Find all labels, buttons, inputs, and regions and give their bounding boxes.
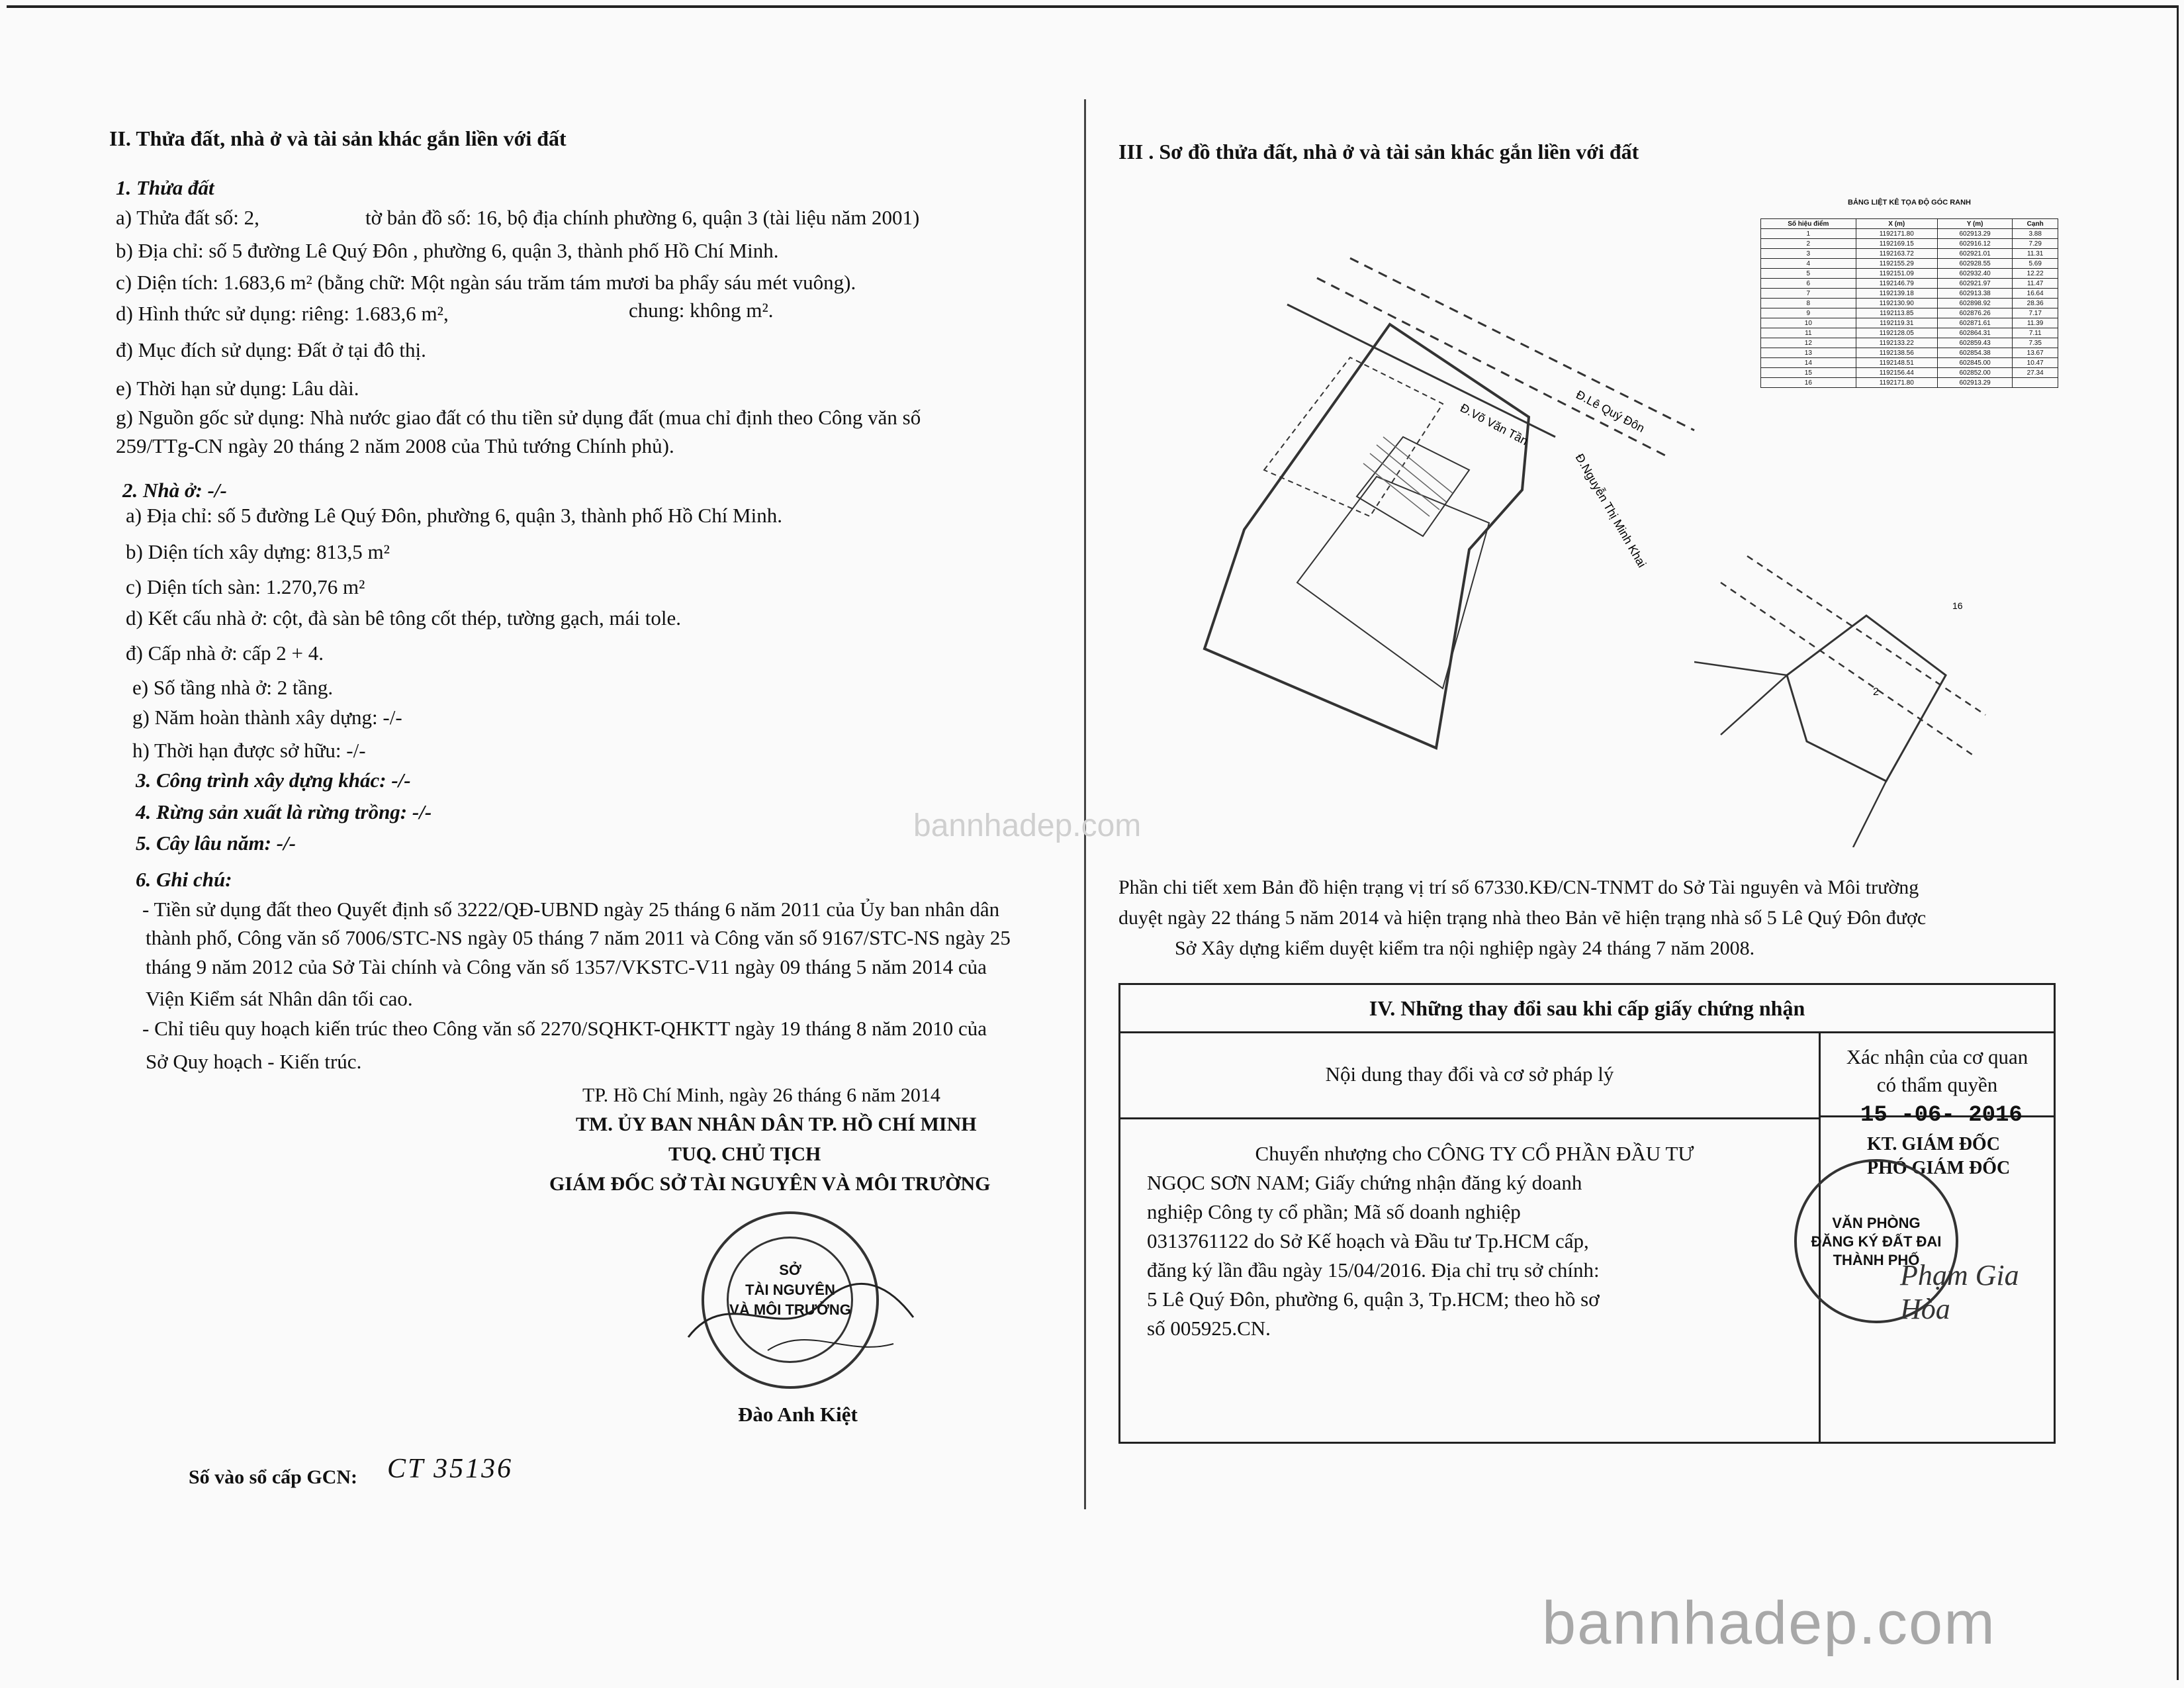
coord-point: 2 xyxy=(1761,239,1856,249)
land-origin-1: g) Nguồn gốc sử dụng: Nhà nước giao đất có thu tiền sử dụng đất (mua chỉ định theo Công văn số xyxy=(116,406,921,429)
seal-text-moi-truong: VÀ MÔI TRƯỜNG xyxy=(729,1301,851,1318)
note-line-3: tháng 9 năm 2012 của Sở Tài chính và Công văn số 1357/VKSTC-V11 ngày 09 tháng 5 năm 2014 của xyxy=(146,955,987,978)
coord-edge: 5.69 xyxy=(2013,259,2058,269)
confirm-seal-text-2: ĐĂNG KÝ ĐẤT ĐAI xyxy=(1811,1233,1942,1250)
location-inset-map xyxy=(1694,543,1999,847)
coord-point: 12 xyxy=(1761,338,1856,348)
production-forest: 4. Rừng sản xuất là rừng trồng: -/- xyxy=(136,800,432,823)
coord-edge xyxy=(2013,378,2058,388)
map-note-3: Sở Xây dựng kiểm duyệt kiểm tra nội nghiệp ngày 24 tháng 7 năm 2008. xyxy=(1175,937,1755,959)
coord-y: 602876.26 xyxy=(1937,308,2013,318)
coordinate-row xyxy=(1761,239,2058,249)
land-term: e) Thời hạn sử dụng: Lâu dài. xyxy=(116,377,359,400)
house-completion: g) Năm hoàn thành xây dựng: -/- xyxy=(132,706,402,729)
coord-y: 602913.29 xyxy=(1937,378,2013,388)
changes-confirm-cell xyxy=(1811,1103,2054,1442)
coord-point: 13 xyxy=(1761,348,1856,358)
coord-y: 602898.92 xyxy=(1937,299,2013,308)
corner-watermark: bannhadep.com xyxy=(1542,1589,1996,1657)
coord-x: 1192163.72 xyxy=(1856,249,1937,259)
coordinate-row xyxy=(1761,289,2058,299)
coord-edge: 12.22 xyxy=(2013,269,2058,279)
coordinate-row xyxy=(1761,368,2058,378)
coord-edge: 11.31 xyxy=(2013,249,2058,259)
road-label-le-quy-don: Đ.Lê Quý Đôn xyxy=(1574,387,1647,436)
coord-y: 602871.61 xyxy=(1937,318,2013,328)
coord-x: 1192146.79 xyxy=(1856,279,1937,289)
central-block xyxy=(1357,437,1469,536)
coordinate-row xyxy=(1761,259,2058,269)
coord-edge: 7.17 xyxy=(2013,308,2058,318)
map-note-2: duyệt ngày 22 tháng 5 năm 2014 và hiện trạng nhà theo Bản vẽ hiện trạng nhà số 5 Lê Quý Đôn được xyxy=(1118,907,1927,929)
coordinate-row xyxy=(1761,338,2058,348)
coord-edge: 10.47 xyxy=(2013,358,2058,368)
coord-edge: 7.35 xyxy=(2013,338,2058,348)
coord-col-x: X (m) xyxy=(1856,219,1937,229)
land-usage-private: d) Hình thức sử dụng: riêng: 1.683,6 m², xyxy=(116,302,449,325)
coord-point: 4 xyxy=(1761,259,1856,269)
inset-parcel-number: 2 xyxy=(1873,686,1879,698)
road-label-vo-van-tan: Đ.Võ Văn Tần xyxy=(1458,400,1531,448)
coord-y: 602913.38 xyxy=(1937,289,2013,299)
section-ii-title: II. Thửa đất, nhà ở và tài sản khác gắn liền với đất xyxy=(109,126,567,150)
change-line-4: 0313761122 do Sở Kế hoạch và Đầu tư Tp.HCM cấp, xyxy=(1147,1229,1589,1252)
coord-x: 1192156.44 xyxy=(1856,368,1937,378)
change-line-3: nghiệp Công ty cổ phần; Mã số doanh nghiệp xyxy=(1147,1200,1521,1223)
map-note-1: Phần chi tiết xem Bản đồ hiện trạng vị trí số 67330.KĐ/CN-TNMT do Sở Tài nguyên và Môi trường xyxy=(1118,876,1919,898)
coord-edge: 11.39 xyxy=(2013,318,2058,328)
coordinate-row xyxy=(1761,279,2058,289)
section-iii-title: III . Sơ đồ thửa đất, nhà ở và tài sản khác gắn liền với đất xyxy=(1118,140,1639,164)
coordinate-row xyxy=(1761,249,2058,259)
director-signature xyxy=(675,1244,927,1377)
coord-edge: 27.34 xyxy=(2013,368,2058,378)
coord-x: 1192138.56 xyxy=(1856,348,1937,358)
house-floor-area: c) Diện tích sàn: 1.270,76 m² xyxy=(126,575,365,598)
issue-date: TP. Hồ Chí Minh, ngày 26 tháng 6 năm 2014 xyxy=(582,1084,940,1106)
note-line-4: Viện Kiểm sát Nhân dân tối cao. xyxy=(146,987,413,1010)
coord-y: 602921.97 xyxy=(1937,279,2013,289)
coord-y: 602932.40 xyxy=(1937,269,2013,279)
coordinate-table xyxy=(1760,218,2058,388)
land-purpose: đ) Mục đích sử dụng: Đất ở tại đô thị. xyxy=(116,338,426,361)
confirm-seal-text-3: THÀNH PHỐ xyxy=(1833,1252,1920,1268)
coord-point: 1 xyxy=(1761,229,1856,239)
center-watermark: bannhadep.com xyxy=(913,808,1142,843)
house-floors: e) Số tầng nhà ở: 2 tầng. xyxy=(132,676,334,699)
coord-x: 1192148.51 xyxy=(1856,358,1937,368)
coord-x: 1192128.05 xyxy=(1856,328,1937,338)
coord-point: 15 xyxy=(1761,368,1856,378)
confirm-header-line-1: Xác nhận của cơ quan xyxy=(1846,1045,2028,1068)
changes-content xyxy=(1147,1139,1802,1343)
page-fold-line xyxy=(1084,99,1086,1509)
signing-title: GIÁM ĐỐC SỞ TÀI NGUYÊN VÀ MÔI TRƯỜNG xyxy=(549,1173,991,1195)
coord-point: 8 xyxy=(1761,299,1856,308)
house-build-area: b) Diện tích xây dựng: 813,5 m² xyxy=(126,540,390,563)
coord-point: 5 xyxy=(1761,269,1856,279)
change-line-1: Chuyển nhượng cho CÔNG TY CỔ PHẦN ĐẦU TƯ xyxy=(1255,1142,1694,1165)
coord-x: 1192171.80 xyxy=(1856,378,1937,388)
land-origin-2: 259/TTg-CN ngày 20 tháng 2 năm 2008 của Thủ tướng Chính phủ). xyxy=(116,434,674,457)
registry-label: Số vào sổ cấp GCN: xyxy=(189,1466,358,1488)
coord-y: 602921.01 xyxy=(1937,249,2013,259)
confirm-title-1: KT. GIÁM ĐỐC xyxy=(1867,1134,2000,1154)
change-line-6: 5 Lê Quý Đôn, phường 6, quận 3, Tp.HCM; theo hồ sơ xyxy=(1147,1288,1600,1311)
notes-title: 6. Ghi chú: xyxy=(136,868,232,891)
note-line-1: - Tiền sử dụng đất theo Quyết định số 3222/QĐ-UBND ngày 25 tháng 6 năm 2011 của Ủy ban nhân dân xyxy=(142,898,1000,921)
coord-edge: 28.36 xyxy=(2013,299,2058,308)
seal-text-so: SỞ xyxy=(779,1262,801,1278)
coord-edge: 16.64 xyxy=(2013,289,2058,299)
road-edge-3 xyxy=(1350,258,1694,430)
site-plan-diagram xyxy=(1099,238,1734,768)
signing-mandate: TUQ. CHỦ TỊCH xyxy=(668,1143,821,1165)
coord-x: 1192133.22 xyxy=(1856,338,1937,348)
coordinate-row xyxy=(1761,358,2058,368)
note-line-2: thành phố, Công văn số 7006/STC-NS ngày 05 tháng 7 năm 2011 và Công văn số 9167/STC-NS ngày 25 xyxy=(146,926,1011,949)
coord-x: 1192139.18 xyxy=(1856,289,1937,299)
coord-col-edge: Cạnh xyxy=(2013,219,2058,229)
coord-x: 1192130.90 xyxy=(1856,299,1937,308)
coord-x: 1192171.80 xyxy=(1856,229,1937,239)
coord-edge: 7.11 xyxy=(2013,328,2058,338)
confirm-header-line-2: có thẩm quyền xyxy=(1876,1073,1998,1096)
land-map-sheet: tờ bản đồ số: 16, bộ địa chính phường 6, quận 3 (tài liệu năm 2001) xyxy=(365,206,920,229)
coordinate-row xyxy=(1761,318,2058,328)
coordinate-row xyxy=(1761,299,2058,308)
confirm-seal-text-1: VĂN PHÒNG xyxy=(1832,1215,1921,1231)
note-line-6: Sở Quy hoạch - Kiến trúc. xyxy=(146,1050,362,1073)
coord-col-point: Số hiệu điểm xyxy=(1761,219,1856,229)
coordinate-row xyxy=(1761,229,2058,239)
house-title: 2. Nhà ở: -/- xyxy=(122,479,227,502)
land-title: 1. Thửa đất xyxy=(116,176,214,199)
road-edge-1 xyxy=(1287,305,1555,437)
road-label-nguyen-thi-minh-khai: Đ.Nguyễn Thị Minh Khai xyxy=(1572,451,1649,570)
coord-edge: 11.47 xyxy=(2013,279,2058,289)
change-line-7: số 005925.CN. xyxy=(1147,1317,1271,1340)
coord-point: 7 xyxy=(1761,289,1856,299)
coord-x: 1192151.09 xyxy=(1856,269,1937,279)
coord-point: 11 xyxy=(1761,328,1856,338)
changes-table xyxy=(1118,983,2056,1444)
coord-y: 602854.38 xyxy=(1937,348,2013,358)
inset-sheet-number: 16 xyxy=(1952,600,1963,611)
coord-edge: 13.67 xyxy=(2013,348,2058,358)
coord-point: 10 xyxy=(1761,318,1856,328)
coord-point: 16 xyxy=(1761,378,1856,388)
coord-x: 1192119.31 xyxy=(1856,318,1937,328)
coordinate-table-header xyxy=(1761,219,2058,229)
changes-table-title: IV. Những thay đổi sau khi cấp giấy chứng nhận xyxy=(1120,985,2054,1033)
coord-point: 6 xyxy=(1761,279,1856,289)
house-structure: d) Kết cấu nhà ở: cột, đà sàn bê tông cốt thép, tường gạch, mái tole. xyxy=(126,606,681,630)
seal-text-tai-nguyen: TÀI NGUYÊN xyxy=(745,1282,835,1298)
coordinate-row xyxy=(1761,269,2058,279)
coord-y: 602859.43 xyxy=(1937,338,2013,348)
coord-y: 602852.00 xyxy=(1937,368,2013,378)
changes-col-content-header: Nội dung thay đổi và cơ sở pháp lý xyxy=(1120,1031,1821,1119)
other-works: 3. Công trình xây dựng khác: -/- xyxy=(136,769,411,792)
confirm-signer: Phạm Gia Hòa xyxy=(1900,1259,2019,1325)
parcel-boundary xyxy=(1205,324,1529,748)
coord-y: 602845.00 xyxy=(1937,358,2013,368)
coordinate-table-body xyxy=(1761,229,2058,388)
signer-name: Đào Anh Kiệt xyxy=(738,1403,858,1426)
coordinate-row xyxy=(1761,378,2058,388)
land-usage-shared: chung: không m². xyxy=(629,299,774,322)
registry-number: CT 35136 xyxy=(387,1454,514,1484)
page-border-right xyxy=(2177,5,2179,1680)
coord-edge: 7.29 xyxy=(2013,239,2058,249)
coord-point: 3 xyxy=(1761,249,1856,259)
confirm-title-2: PHÓ GIÁM ĐỐC xyxy=(1867,1158,2011,1178)
house-grade: đ) Cấp nhà ở: cấp 2 + 4. xyxy=(126,641,324,665)
change-line-2: NGỌC SƠN NAM; Giấy chứng nhận đăng ký doanh xyxy=(1147,1171,1582,1194)
coord-x: 1192169.15 xyxy=(1856,239,1937,249)
coord-point: 14 xyxy=(1761,358,1856,368)
coordinate-table-title: BẢNG LIỆT KÊ TỌA ĐỘ GÓC RANH xyxy=(1848,199,1971,207)
coord-edge: 3.88 xyxy=(2013,229,2058,239)
signing-authority: TM. ỦY BAN NHÂN DÂN TP. HỒ CHÍ MINH xyxy=(576,1113,977,1135)
coord-point: 9 xyxy=(1761,308,1856,318)
coord-y: 602913.29 xyxy=(1937,229,2013,239)
coord-x: 1192113.85 xyxy=(1856,308,1937,318)
page-border-top xyxy=(7,5,2177,8)
note-line-5: - Chỉ tiêu quy hoạch kiến trúc theo Công văn số 2270/SQHKT-QHKTT ngày 19 tháng 8 năm 2010 của xyxy=(142,1017,987,1040)
coord-col-y: Y (m) xyxy=(1937,219,2013,229)
perennial-trees: 5. Cây lâu năm: -/- xyxy=(136,831,296,855)
house-ownership-term: h) Thời hạn được sở hữu: -/- xyxy=(132,739,366,762)
confirm-date-stamp: 15 -06- 2016 xyxy=(1860,1103,2023,1128)
coord-y: 602928.55 xyxy=(1937,259,2013,269)
house-address: a) Địa chỉ: số 5 đường Lê Quý Đôn, phường 6, quận 3, thành phố Hồ Chí Minh. xyxy=(126,504,782,527)
land-address: b) Địa chỉ: số 5 đường Lê Quý Đôn , phường 6, quận 3, thành phố Hồ Chí Minh. xyxy=(116,239,779,262)
land-parcel-number: a) Thửa đất số: 2, xyxy=(116,206,259,229)
coordinate-row xyxy=(1761,308,2058,318)
coord-y: 602916.12 xyxy=(1937,239,2013,249)
change-line-5: đăng ký lần đầu ngày 15/04/2016. Địa chỉ trụ sở chính: xyxy=(1147,1258,1600,1282)
house-footprint xyxy=(1297,477,1489,688)
coordinate-row xyxy=(1761,328,2058,338)
changes-content-cell xyxy=(1120,1119,1821,1442)
land-area: c) Diện tích: 1.683,6 m² (bằng chữ: Một ngàn sáu trăm tám mươi ba phẩy sáu mét vuông). xyxy=(116,271,856,294)
coord-y: 602864.31 xyxy=(1937,328,2013,338)
coord-x: 1192155.29 xyxy=(1856,259,1937,269)
coordinate-row xyxy=(1761,348,2058,358)
